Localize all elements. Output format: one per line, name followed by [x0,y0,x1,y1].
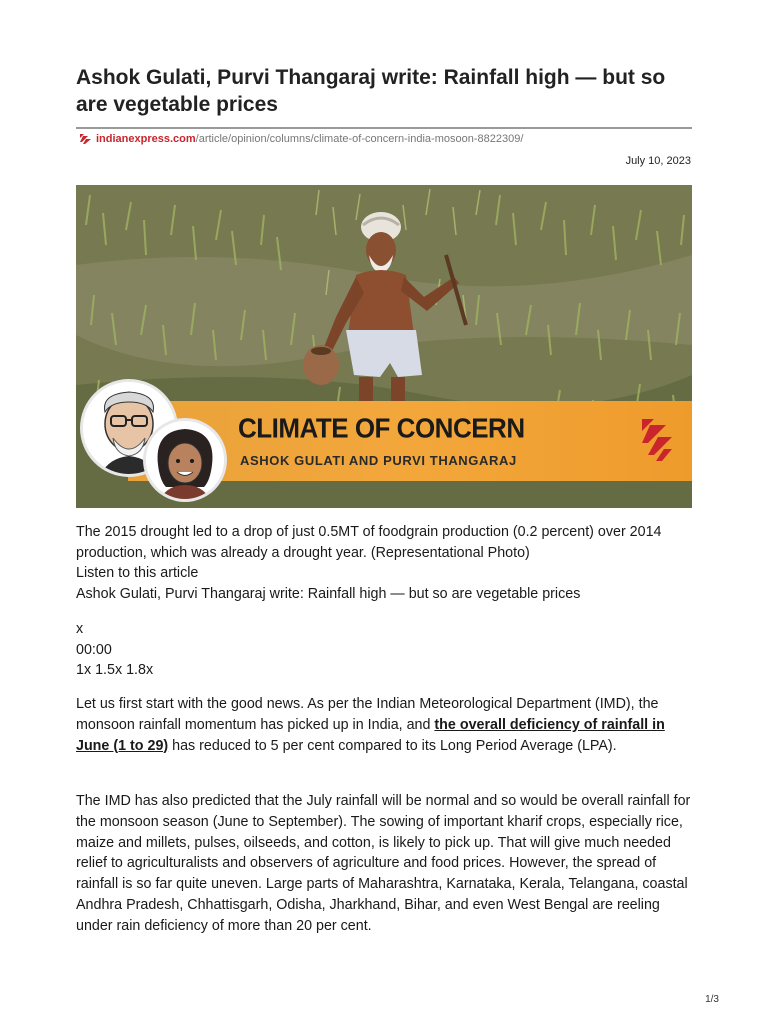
rainfall-deficiency-link[interactable]: the overall deficiency of rainfall in June (1 to 29) [76,716,665,754]
paragraph-1-start: Let us first start with the good news. As per the Indian Meteorological Department (IMD), the monsoon rainfall momentum has picked up in India, and [76,696,659,733]
audio-track-title: Ashok Gulati, Purvi Thangaraj write: Rainfall high — but so are vegetable prices [76,586,581,602]
banner-subtitle: ASHOK GULATI AND PURVI THANGARAJ [240,453,517,468]
source-line[interactable] [78,133,523,145]
paragraph-1-end: has reduced to 5 per cent compared to its Long Period Average (LPA). [168,737,617,754]
page-number: 1/3 [705,994,719,1005]
source-domain[interactable]: indianexpress.com [96,133,196,145]
audio-close-button[interactable]: x [76,621,84,637]
purvi-thangaraj-caricature-icon [146,421,224,499]
paragraph-1 [76,694,696,756]
publish-date: July 10, 2023 [625,155,691,167]
title-divider [76,127,692,129]
audio-speed-options[interactable]: 1x 1.5x 1.8x [76,662,154,678]
source-path[interactable]: /article/opinion/columns/climate-of-concern-india-mosoon-8822309/ [195,133,524,145]
image-caption: The 2015 drought led to a drop of just 0.5MT of foodgrain production (0.2 percent) over 2014 production, which was already a drought year. (Representational Photo) [76,524,662,561]
audio-time: 00:00 [76,642,112,658]
indian-express-logo-icon [78,133,92,145]
indian-express-logo-icon [636,415,674,463]
listen-label[interactable]: Listen to this article [76,565,199,581]
paragraph-2: The IMD has also predicted that the July rainfall will be normal and so would be overall rainfall for the monsoon season (June to September). The sowing of important kharif crops, especially rice, maize and millets, pulses, oilseeds, and cotton, is likely to pick up. That will give much needed relief to agriculturalists and observers of agriculture and food prices. However, the spread of rainfall is so far quite uneven. Large parts of Maharashtra, Karnataka, Kerala, Telangana, coastal Andhra Pradesh, Chhattisgarh, Odisha, Jharkhand, Bihar, and even West Bengal are reeling under rain deficiency of more than 20 per cent. [76,793,691,934]
author-avatar-purvi-thangaraj [146,421,224,499]
banner-title: CLIMATE OF CONCERN [238,412,525,444]
article-title: Ashok Gulati, Purvi Thangaraj write: Rainfall high — but so are vegetable prices [76,66,666,116]
